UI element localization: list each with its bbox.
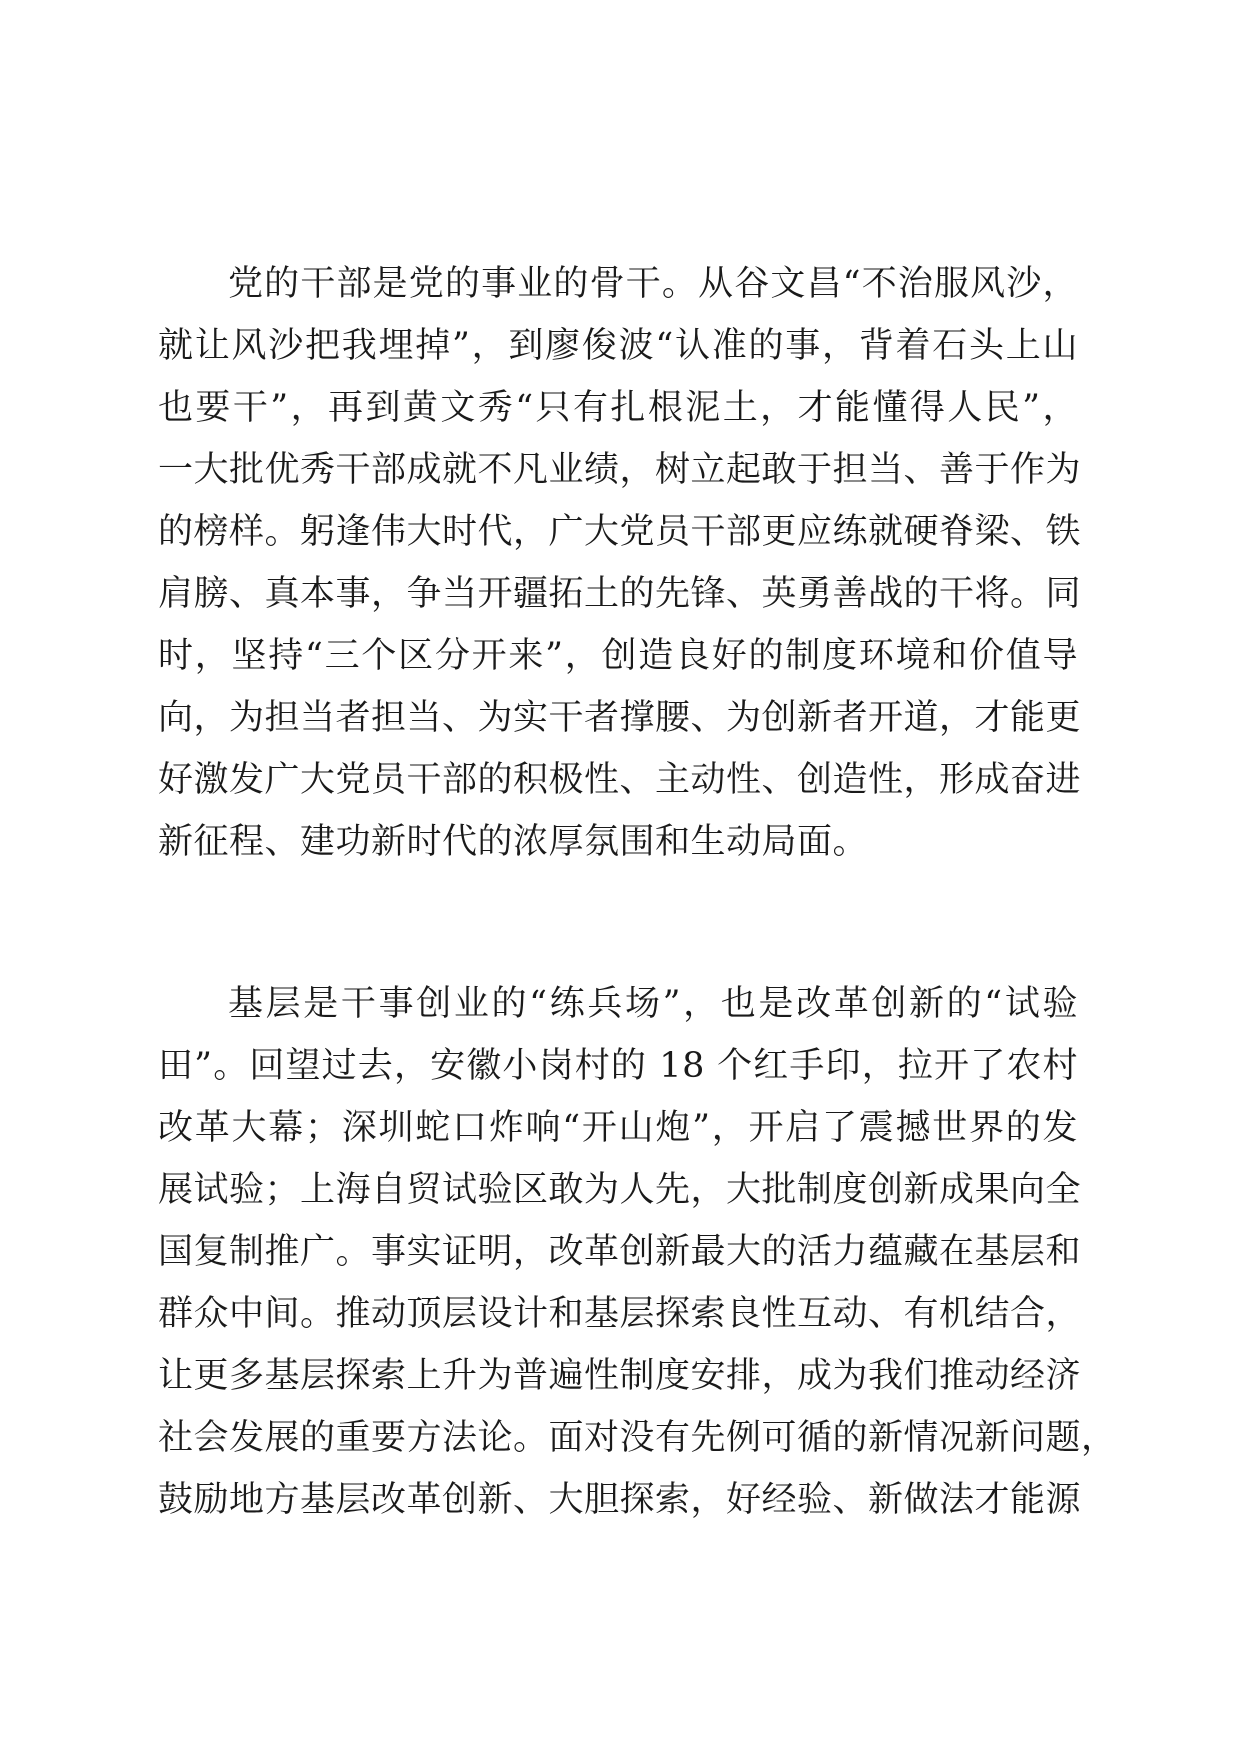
paragraph-cadres [158, 253, 1082, 873]
paragraph-line: 向，为担当者担当、为实干者撑腰、为创新者开道，才能更 [158, 698, 1082, 738]
paragraph-line: 让更多基层探索上升为普遍性制度安排，成为我们推动经济 [158, 1356, 1082, 1396]
paragraph-line: 国复制推广。事实证明，改革创新最大的活力蕴藏在基层和 [158, 1232, 1082, 1272]
paragraph-grassroots [158, 973, 1117, 1531]
paragraph-line: 改革大幕；深圳蛇口炸响“开山炮”，开启了震撼世界的发 [158, 1108, 1078, 1148]
paragraph-line: 好激发广大党员干部的积极性、主动性、创造性，形成奋进 [158, 760, 1082, 800]
paragraph-line: 新征程、建功新时代的浓厚氛围和生动局面。 [158, 822, 869, 862]
paragraph-line: 田”。回望过去，安徽小岗村的 18 个红手印，拉开了农村 [158, 1046, 1078, 1086]
paragraph-line: 肩膀、真本事，争当开疆拓土的先锋、英勇善战的干将。同 [158, 574, 1082, 614]
paragraph-line: 基层是干事创业的“练兵场”，也是改革创新的“试验 [228, 984, 1078, 1024]
paragraph-line: 也要干”，再到黄文秀“只有扎根泥土，才能懂得人民”， [158, 388, 1078, 428]
paragraph-line: 时，坚持“三个区分开来”，创造良好的制度环境和价值导 [158, 636, 1078, 676]
paragraph-line: 鼓励地方基层改革创新、大胆探索，好经验、新做法才能源 [158, 1480, 1082, 1520]
paragraph-line: 一大批优秀干部成就不凡业绩，树立起敢于担当、善于作为 [158, 450, 1082, 490]
paragraph-line: 群众中间。推动顶层设计和基层探索良性互动、有机结合， [158, 1294, 1082, 1334]
paragraph-line: 党的干部是党的事业的骨干。从谷文昌“不治服风沙， [228, 264, 1078, 304]
paragraph-line: 社会发展的重要方法论。面对没有先例可循的新情况新问题， [158, 1418, 1117, 1458]
paragraph-line: 的榜样。躬逢伟大时代，广大党员干部更应练就硬脊梁、铁 [158, 512, 1082, 552]
paragraph-line: 展试验；上海自贸试验区敢为人先，大批制度创新成果向全 [158, 1170, 1082, 1210]
paragraph-line: 就让风沙把我埋掉”，到廖俊波“认准的事，背着石头上山 [158, 326, 1078, 366]
